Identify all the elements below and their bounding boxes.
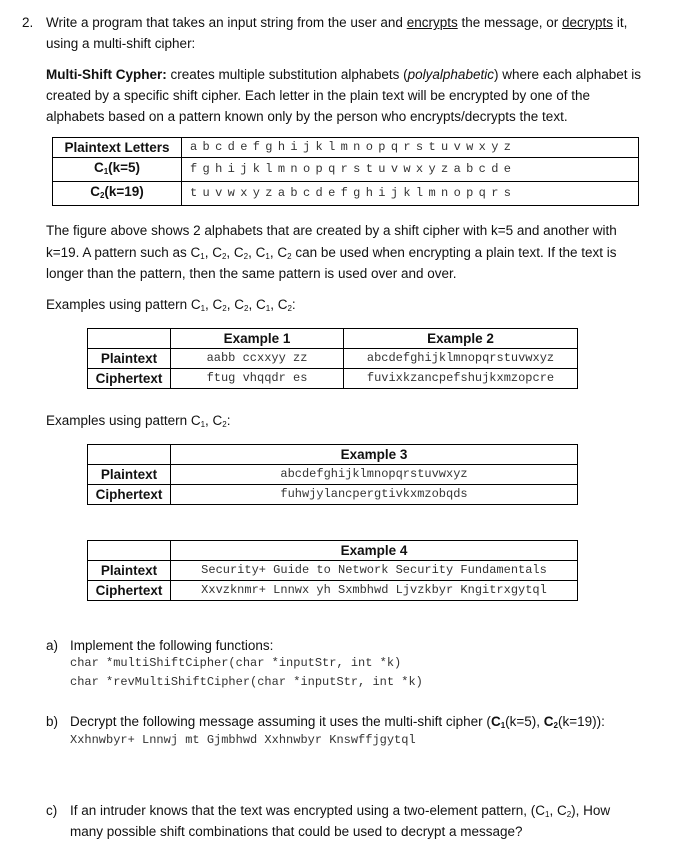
column-header: Example 3 [171,445,578,465]
part-c-line1: If an intruder knows that the text was encrypted using a two-element pattern, ($C_1$, $C_2$), How [70,803,611,819]
question-intro-line2: using a multi-shift cipher: [46,36,196,51]
row-label: Plaintext [88,349,171,369]
definition-line1 [46,66,641,84]
example2-plaintext: abcdefghijklmnopqrstuvwxyz [344,349,578,369]
definition-term: Multi-Shift Cypher: [46,67,167,82]
part-a-marker: a) [46,638,59,653]
intro-text: the message, or [457,15,563,30]
part-a-text: Implement the following functions: [70,638,274,653]
table-row [88,465,578,485]
table-row [53,138,639,158]
column-header: Example 1 [171,329,344,349]
example3-ciphertext: fuhwjylancpergtivkxmzobqds [171,485,578,505]
example1-ciphertext: ftug vhqqdr es [171,369,344,389]
row-label: Plaintext [88,561,171,581]
row-label: Plaintext [88,465,171,485]
alphabet-table [52,137,639,206]
examples-heading-1: Examples using pattern $C_1$, $C_2$, $C_2$, $C_1$, $C_2$: [46,297,296,313]
table-row [53,182,639,206]
column-header: Example 2 [344,329,578,349]
row-label: Ciphertext [88,485,171,505]
intro-text: Write a program that takes an input string from the user and [46,15,407,30]
row-label: Ciphertext [88,581,171,601]
explanation-line1: The figure above shows 2 alphabets that are created by a shift cipher with k=5 and another with [46,223,617,238]
table-row [53,158,639,182]
example4-plaintext: Security+ Guide to Network Security Fundamentals [171,561,578,581]
example3-plaintext: abcdefghijklmnopqrstuvwxyz [171,465,578,485]
polyalphabetic-term: polyalphabetic [407,67,494,82]
table-header-row [88,541,578,561]
example4-ciphertext: Xxvzknmr+ Lnnwx yh Sxmbhwd Ljvzkbyr Kngitrxgytql [171,581,578,601]
row-label: $C_1(k=5)$ [53,158,182,182]
table-row [88,349,578,369]
code-line-2: char *revMultiShiftCipher(char *inputStr, int *k) [70,675,423,689]
part-c-marker: c) [46,803,58,818]
part-c-line2: many possible shift combinations that could be used to decrypt a message? [70,824,523,839]
explanation-line3: longer than the pattern, then the same pattern is used over and over. [46,266,457,281]
c1-alphabet: fghijklmnopqrstuvwxyzabcde [182,158,639,182]
intro-text: it, [613,15,628,30]
row-label: $C_2(k=19)$ [53,182,182,206]
c2-alphabet: tuvwxyzabcdefghijklmnopqrs [182,182,639,206]
encrypts-link: encrypts [406,15,458,30]
table-header-row [88,445,578,465]
examples-table-1 [87,328,578,389]
examples-table-3 [87,540,578,601]
code-line-1: char *multiShiftCipher(char *inputStr, int *k) [70,656,402,670]
empty-header-cell [88,541,171,561]
part-b-marker: b) [46,714,59,729]
example1-plaintext: aabb ccxxyy zz [171,349,344,369]
definition-text: creates multiple substitution alphabets ( [166,67,408,82]
table-row [88,561,578,581]
table-row [88,581,578,601]
empty-header-cell [88,445,171,465]
encrypted-message: Xxhnwbyr+ Lnnwj mt Gjmbhwd Xxhnwbyr Knswffjgytql [70,733,416,747]
explanation-line2: k=19. A pattern such as $C_1$, $C_2$, $C_2$, $C_1$, $C_2$ can be used when encrypting a plain text. If the text is [46,245,617,261]
plaintext-alphabet: abcdefghijklmnopqrstuvwxyz [182,138,639,158]
part-b-text: Decrypt the following message assuming it uses the multi-shift cipher ($C_1(k=5)$, $C_2(k=19)$): [70,714,605,730]
example2-ciphertext: fuvixkzancpefshujkxmzopcre [344,369,578,389]
question-number: 2. [22,15,34,30]
empty-header-cell [88,329,171,349]
definition-line2: created by a specific shift cipher. Each letter in the plain text will be encrypted by one of the [46,88,591,103]
table-header-row [88,329,578,349]
decrypts-link: decrypts [562,15,614,30]
examples-table-2 [87,444,578,505]
table-row [88,485,578,505]
examples-heading-2: Examples using pattern $C_1$, $C_2$: [46,413,231,429]
row-label: Ciphertext [88,369,171,389]
definition-text: ) where each alphabet is [493,67,642,82]
question-intro-line1 [46,14,627,32]
table-row [88,369,578,389]
definition-line3: alphabets based on a pattern known only by the person who encrypts/decrypts the text. [46,109,568,124]
column-header: Example 4 [171,541,578,561]
row-label: Plaintext Letters [53,138,182,158]
